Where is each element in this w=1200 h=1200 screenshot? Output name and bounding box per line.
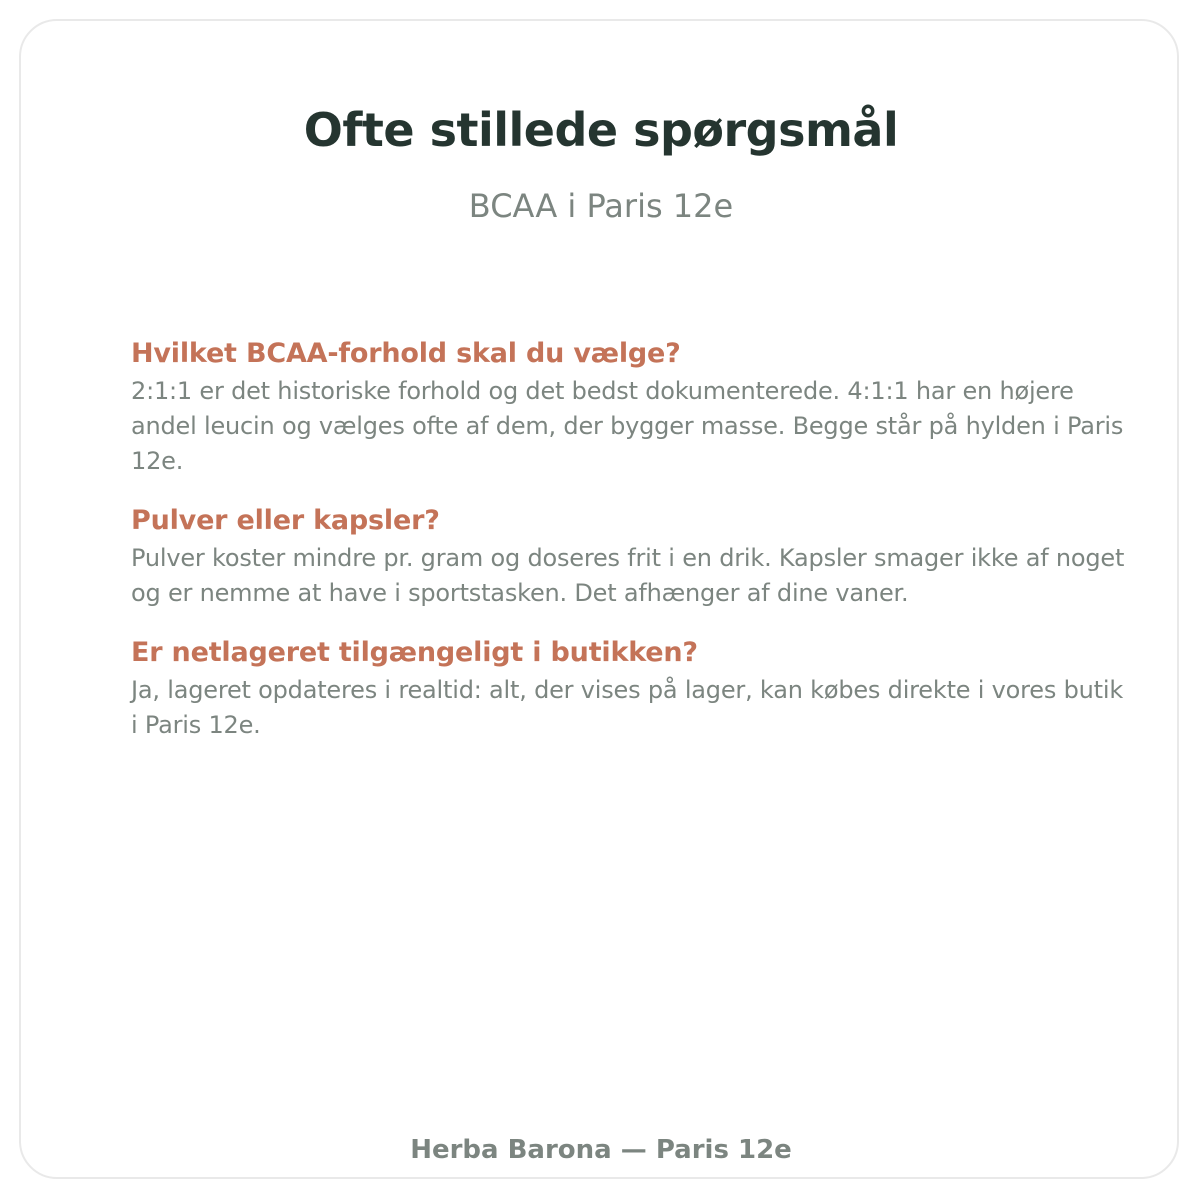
faq-item xyxy=(131,635,1131,743)
faq-item xyxy=(131,336,1131,479)
faq-card xyxy=(19,19,1179,1179)
footer-brand: Herba Barona — Paris 12e xyxy=(410,1135,792,1165)
faq-answer: Pulver koster mindre pr. gram og doseres frit i en drik. Kapsler smager ikke af noget og er nemme at have i sportstasken. Det afhænger af dine vaner. xyxy=(131,544,1125,608)
faq-question: Pulver eller kapsler? xyxy=(131,504,440,536)
page-title: Ofte stillede spørgsmål xyxy=(303,103,899,157)
faq-question: Hvilket BCAA-forhold skal du vælge? xyxy=(131,338,681,369)
faq-answer: 2:1:1 er det historiske forhold og det bedst dokumenterede. 4:1:1 har en højere andel leucin og vælges ofte af dem, der bygger masse. Begge står på hylden i Paris 12e. xyxy=(131,377,1124,476)
faq-item xyxy=(131,503,1131,611)
page-subtitle: BCAA i Paris 12e xyxy=(468,187,734,225)
faq-question: Er netlageret tilgængeligt i butikken? xyxy=(131,636,698,668)
faq-answer: Ja, lageret opdateres i realtid: alt, der vises på lager, kan købes direkte i vores butik i Paris 12e. xyxy=(131,676,1124,740)
faq-list xyxy=(131,336,1131,767)
